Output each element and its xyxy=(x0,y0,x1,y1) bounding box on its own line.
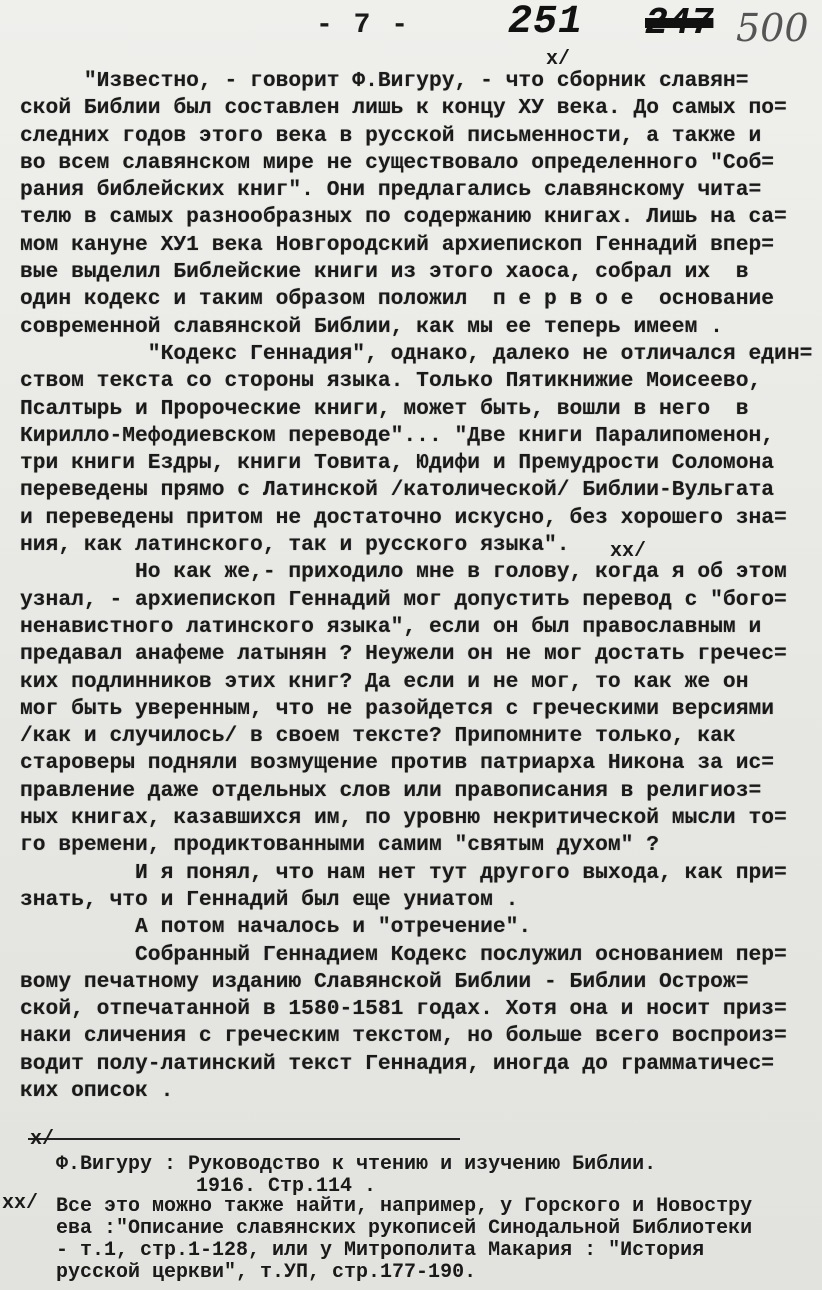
body-line: ких описок . xyxy=(20,1078,174,1103)
footnote-2-line-3: - т.1, стр.1-128, или у Митрополита Макария : "История xyxy=(56,1239,705,1262)
body-line: узнал, - архиепископ Геннадий мог допустить перевод с "бого= xyxy=(20,587,787,612)
archive-number: 251 xyxy=(508,0,584,45)
body-line: го времени, продиктованными самим "святым духом" ? xyxy=(20,833,660,858)
body-line: современной славянской Библии, как мы ее теперь имеем . xyxy=(20,314,723,339)
footnote-1-line-1: Ф.Вигуру : Руководство к чтению и изучению Библии. xyxy=(56,1153,657,1176)
body-line: мог быть уверенным, что не разойдется с греческими версиями xyxy=(20,696,775,721)
body-line: правление даже отдельных слов или правописания в религиоз= xyxy=(20,778,762,803)
footnote-2-line-1: Все это можно также найти, например, у Горского и Новостру xyxy=(56,1195,753,1218)
body-line: три книги Ездры, книги Товита, Юдифи и Премудрости Соломона xyxy=(20,451,775,476)
archive-number-struck: 247 xyxy=(645,2,714,45)
body-line: Псалтырь и Пророческие книги, может быть, вошли в него в xyxy=(20,396,749,421)
body-line: А потом началось и "отречение". xyxy=(20,915,532,940)
body-line: ской, отпечатанной в 1580-1581 годах. Хотя она и носит приз= xyxy=(20,997,787,1022)
page-number: - 7 - xyxy=(316,10,411,41)
body-line: /как и случилось/ в своем тексте? Припомните только, как xyxy=(20,724,736,749)
body-line: переведены прямо с Латинской /католической/ Библии-Вульгата xyxy=(20,478,775,503)
body-line: рания библейских книг". Они предлагались славянскому чита= xyxy=(20,178,762,203)
footnote-ref-xx: xx/ xyxy=(610,540,647,563)
body-line: "Известно, - говорит Ф.Вигуру, - что сборник славян= xyxy=(20,69,749,93)
footnote-1-line-2: 1916. Стр.114 . xyxy=(196,1175,377,1198)
body-line: ством текста со стороны языка. Только Пятикнижие Моисеево, xyxy=(20,369,762,394)
body-line: один кодекс и таким образом положил п е р в о е основание xyxy=(20,287,775,312)
body-line: ния, как латинского, так и русского языка". xyxy=(20,533,570,558)
body-line: Кирилло-Мефодиевском переводе"... "Две книги Паралипоменон, xyxy=(20,423,775,448)
body-line: "Кодекс Геннадия", однако, далеко не отличался един= xyxy=(20,341,813,366)
body-line: вому печатному изданию Славянской Библии - Библии Острож= xyxy=(20,969,749,994)
footnote-2-line-2: ева :"Описание славянских рукописей Синодальной Библиотеки xyxy=(56,1217,753,1240)
body-line: ской Библии был составлен лишь к концу ХУ века. До самых по= xyxy=(20,96,787,121)
footnote-ref-x: x/ xyxy=(546,48,571,71)
body-line: предавал анафеме латынян ? Неужели он не мог достать гречес= xyxy=(20,642,787,667)
body-line: Собранный Геннадием Кодекс послужил основанием пер= xyxy=(20,942,787,967)
body-line: телю в самых разнообразных по содержанию книгах. Лишь на са= xyxy=(20,205,787,230)
body-line: И я понял, что нам нет тут другого выхода, как при= xyxy=(20,860,787,885)
body-line: Но как же,- приходило мне в голову, когда я об этом xyxy=(20,560,787,585)
body-line: наки сличения с греческим текстом, но больше всего воспроиз= xyxy=(20,1024,787,1049)
footnote-2-marker: xx/ xyxy=(2,1192,39,1215)
body-line: староверы подняли возмущение против патриарха Никона за ис= xyxy=(20,751,775,776)
footnote-rule xyxy=(28,1138,460,1140)
footnote-1-marker: x/ xyxy=(30,1128,55,1151)
body-line: мом кануне ХУ1 века Новгородский архиепископ Геннадий впер= xyxy=(20,232,775,257)
archive-number-pencil: 500 xyxy=(736,6,809,50)
body-line: ных книгах, казавшихся им, по уровню некритической мысли то= xyxy=(20,806,787,831)
body-line: и переведены притом не достаточно искусно, без хорошего зна= xyxy=(20,505,787,530)
body-line: ких подлинников этих книг? Да если и не мог, то как же он xyxy=(20,669,749,694)
body-line: следних годов этого века в русской письменности, а также и xyxy=(20,123,762,148)
body-text xyxy=(20,68,820,1105)
body-line: во всем славянском мире не существовало определенного "Соб= xyxy=(20,150,775,175)
footnote-2-line-4: русской церкви", т.УП, стр.177-190. xyxy=(56,1261,477,1284)
body-line: знать, что и Геннадий был еще униатом . xyxy=(20,887,519,912)
body-line: водит полу-латинский текст Геннадия, иногда до грамматичес= xyxy=(20,1051,775,1076)
body-line: ненавистного латинского языка", если он был православным и xyxy=(20,614,762,639)
body-line: вые выделил Библейские книги из этого хаоса, собрал их в xyxy=(20,260,749,285)
